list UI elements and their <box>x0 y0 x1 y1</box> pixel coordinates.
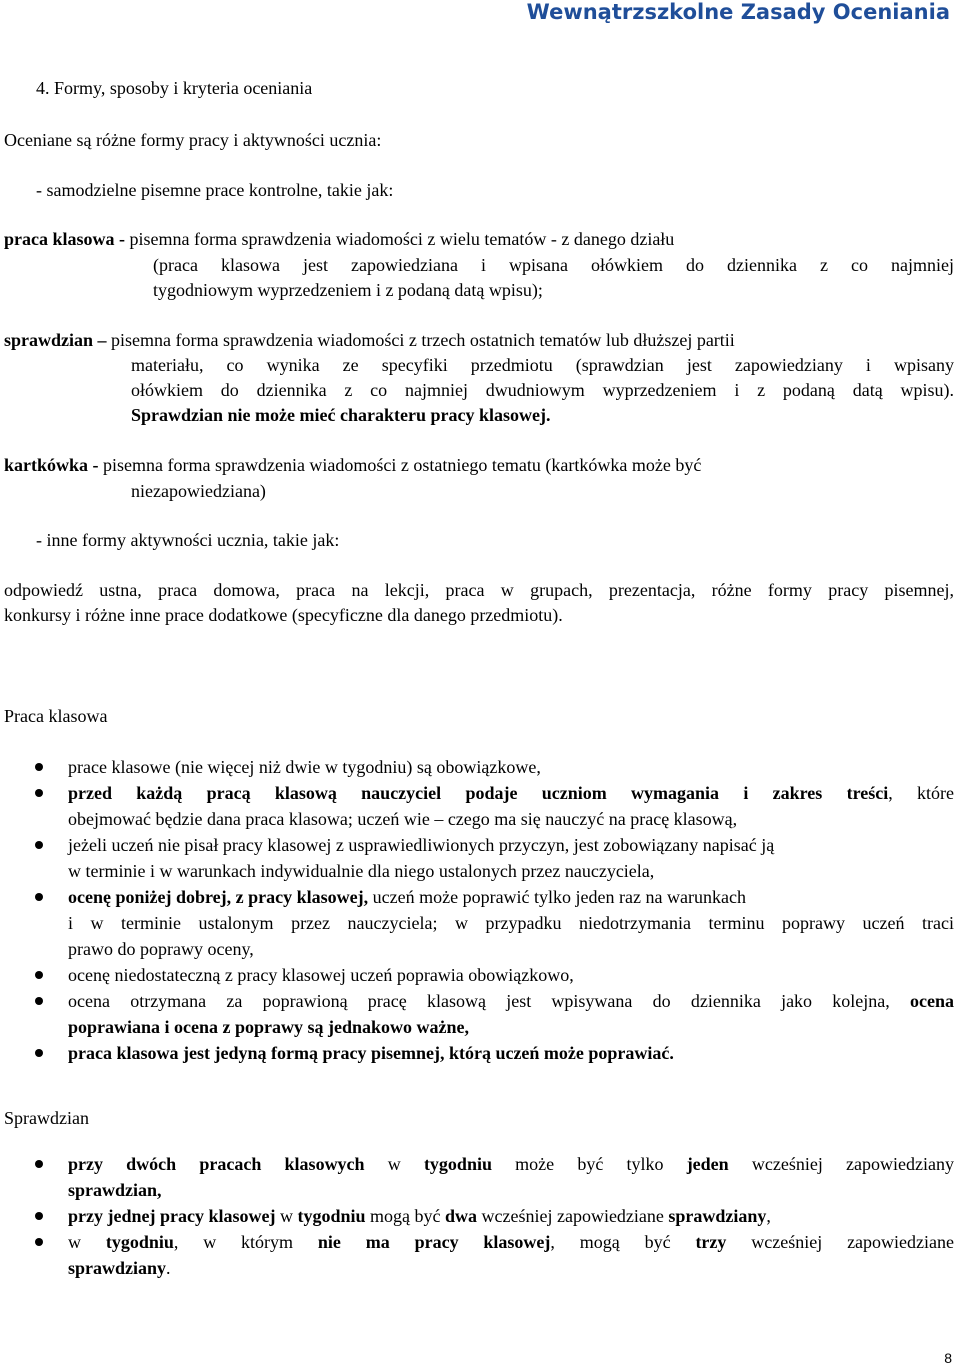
list-item: ocenę niedostateczną z pracy klasowej uczeń poprawia obowiązkowo, <box>0 962 954 988</box>
definition-sprawdzian <box>4 330 735 351</box>
term-kartkowka: kartkówka - <box>4 455 104 475</box>
definition-praca-klasowa-line2: (praca klasowa jest zapowiedziana i wpisana ołówkiem do dziennika z co najmniej <box>153 255 954 275</box>
other-forms-line2: konkursy i różne inne prace dodatkowe (specyficzne dla danego przedmiotu). <box>4 605 563 625</box>
subheading-other-activity: - inne formy aktywności ucznia, takie jak: <box>36 530 340 550</box>
definition-sprawdzian-line4: Sprawdzian nie może mieć charakteru pracy klasowej. <box>131 405 551 425</box>
definition-kartkowka-line2: niezapowiedziana) <box>131 481 266 501</box>
list-item: praca klasowa jest jedyną formą pracy pisemnej, którą uczeń może poprawiać. <box>0 1040 954 1066</box>
definition-sprawdzian-line3: ołówkiem do dziennika z co najmniej dwudniowym wyprzedzeniem i z podaną datą wpisu). <box>131 380 954 400</box>
sprawdzian-list <box>0 1151 954 1281</box>
list-item: w tygodniu, w którym nie ma pracy klasowej, mogą być trzy wcześniej zapowiedziane sprawdziany. <box>0 1229 954 1281</box>
definition-text: pisemna forma sprawdzenia wiadomości z wielu tematów - z danego działu <box>129 229 675 249</box>
list-item: przy jednej pracy klasowej w tygodniu mogą być dwa wcześniej zapowiedziane sprawdziany, <box>0 1203 954 1229</box>
list-item: jeżeli uczeń nie pisał pracy klasowej z usprawiedliwionych przyczyn, jest zobowiązany napisać ją w terminie i w warunkach indywidualnie dla niego ustalonych przez nauczyciela, <box>0 832 954 884</box>
list-item: ocena otrzymana za poprawioną pracę klasową jest wpisywana do dziennika jako kolejna, ocena poprawiana i ocena z poprawy są jednakowo ważne, <box>0 988 954 1040</box>
subheading-written-tests: - samodzielne pisemne prace kontrolne, takie jak: <box>36 180 394 200</box>
intro-line: Oceniane są różne formy pracy i aktywności ucznia: <box>4 130 382 150</box>
document-header-title: Wewnątrzszkolne Zasady Oceniania <box>526 0 950 24</box>
definition-praca-klasowa <box>4 229 674 250</box>
definition-praca-klasowa-line3: tygodniowym wyprzedzeniem i z podaną datą wpisu); <box>153 280 543 300</box>
page-number: 8 <box>944 1350 952 1366</box>
list-item: przy dwóch pracach klasowych w tygodniu może być tylko jeden wcześniej zapowiedziany sprawdzian, <box>0 1151 954 1203</box>
section-title-praca-klasowa: Praca klasowa <box>4 706 108 726</box>
list-item: prace klasowe (nie więcej niż dwie w tygodniu) są obowiązkowe, <box>0 754 954 780</box>
definition-text: pisemna forma sprawdzenia wiadomości z ostatniego tematu (kartkówka może być <box>103 455 702 475</box>
definition-kartkowka <box>4 455 701 476</box>
definition-text: pisemna forma sprawdzenia wiadomości z trzech ostatnich tematów lub dłuższej partii <box>111 330 735 350</box>
term-sprawdzian: sprawdzian – <box>4 330 112 350</box>
definition-sprawdzian-line2: materiału, co wynika ze specyfiki przedmiotu (sprawdzian jest zapowiedziany i wpisany <box>131 355 954 375</box>
list-item: ocenę poniżej dobrej, z pracy klasowej, uczeń może poprawić tylko jeden raz na warunkach i w terminie ustalonym przez nauczyciela; w przypadku niedotrzymania terminu poprawy uczeń traci prawo do poprawy oceny, <box>0 884 954 962</box>
other-forms-line1: odpowiedź ustna, praca domowa, praca na lekcji, praca w grupach, prezentacja, różne formy pracy pisemnej, <box>4 580 954 600</box>
term-praca-klasowa: praca klasowa - <box>4 229 130 249</box>
list-item: przed każdą pracą klasową nauczyciel podaje uczniom wymagania i zakres treści, które obejmować będzie dana praca klasowa; uczeń wie – czego ma się nauczyć na pracę klasową, <box>0 780 954 832</box>
section-heading: 4. Formy, sposoby i kryteria oceniania <box>36 78 313 98</box>
section-title-sprawdzian: Sprawdzian <box>4 1108 89 1128</box>
praca-klasowa-list <box>0 754 954 1066</box>
